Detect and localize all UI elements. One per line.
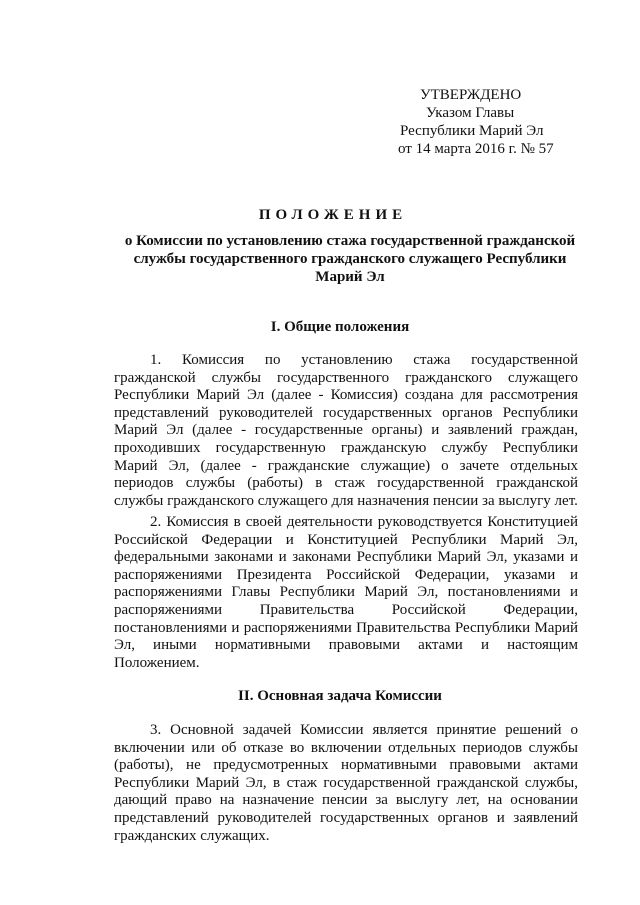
approval-stamp: [398, 86, 598, 158]
section-heading-general: I. Общие положения: [270, 319, 410, 335]
document-title: ПОЛОЖЕНИЕ: [258, 207, 408, 223]
approval-line-decree: Указом Главы: [426, 105, 515, 121]
paragraph-3: 3. Основной задачей Комиссии является принятие решений о включении или об отказе во включении отдельных периодов службы (работы), не предусмотренных нормативными правовыми актами Республики Марий Эл, в стаж государственной гражданской службы, дающий право на назначение пенсии за выслугу лет, на основании представлений руководителей государственных органов и заявлений гражданских служащих.: [114, 722, 578, 844]
paragraph-2: 2. Комиссия в своей деятельности руководствуется Конституцией Российской Федерации и Конституцией Республики Марий Эл, федеральными законами и законами Республики Марий Эл, указами и распоряжениями Президента Российской Федерации, указами и распоряжениями Главы Республики Марий Эл, постановлениями и распоряжениями Правительства Российской Федерации, постановлениями и распоряжениями Правительства Республики Марий Эл, иными нормативными правовыми актами и настоящим Положением.: [114, 514, 578, 671]
approval-line-date: от 14 марта 2016 г. № 57: [398, 141, 554, 157]
paragraph-1: 1. Комиссия по установлению стажа государственной гражданской службы государственного гражданского служащего Республики Марий Эл (далее - Комиссия) создана для рассмотрения представлений руководителей государственных органов Республики Марий Эл (далее - государственные органы) и заявлений граждан, проходивших государственную гражданскую службу Республики Марий Эл, (далее - гражданские служащие) о зачете отдельных периодов службы (работы) в стаж государственной гражданской службы гражданского служащего для назначения пенсии за выслугу лет.: [114, 352, 578, 509]
approval-line-republic: Республики Марий Эл: [400, 123, 544, 139]
section-heading-main-task: II. Основная задача Комиссии: [238, 688, 442, 704]
approval-line-approved: УТВЕРЖДЕНО: [420, 87, 522, 103]
document-subtitle: о Комиссии по установлению стажа государственной гражданской службы государственного гражданского служащего Республики Марий Эл: [124, 233, 576, 285]
